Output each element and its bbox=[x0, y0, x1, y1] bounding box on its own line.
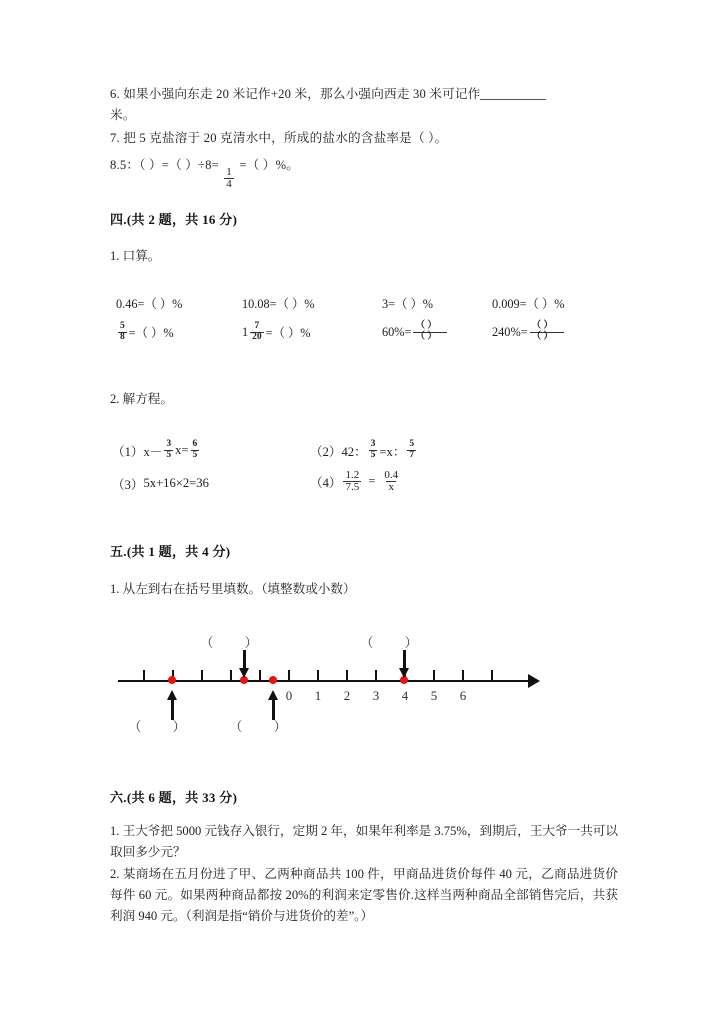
fraction-numerator[interactable]: （ ） bbox=[415, 321, 437, 331]
answer-bracket-above[interactable]: （ ） bbox=[360, 635, 432, 650]
section-four-q1-label: 1. 口算。 bbox=[110, 249, 161, 263]
number-line-figure bbox=[110, 628, 540, 740]
axis-tick bbox=[491, 670, 493, 681]
fraction-numerator: 3 bbox=[370, 439, 376, 449]
oral-calc-item[interactable] bbox=[382, 322, 449, 342]
oral-calc-item[interactable]: 10.08=（ ）% bbox=[242, 297, 315, 311]
fraction-numerator: 5 bbox=[409, 439, 415, 449]
question-8 bbox=[110, 155, 299, 190]
fraction-numerator: 1 bbox=[226, 165, 232, 178]
answer-bracket-below[interactable]: （ ） bbox=[128, 719, 200, 734]
fraction-denominator: 20 bbox=[252, 331, 262, 342]
word-problem-1: 1. 王大爷把 5000 元钱存入银行，定期 2 年，如果年利率是 3.75%，到期后，王大爷一共可以取回多少元？ bbox=[110, 824, 618, 859]
oral-calc-fraction bbox=[413, 322, 447, 342]
axis-label-6: 6 bbox=[459, 688, 467, 703]
equation-fraction-left bbox=[369, 440, 378, 460]
oral-calc-row-1 bbox=[110, 294, 630, 320]
question-8-fraction bbox=[224, 167, 234, 190]
answer-bracket-below[interactable]: （ ） bbox=[229, 719, 301, 734]
oral-calc-lead: 1 bbox=[242, 324, 249, 339]
axis-tick bbox=[288, 670, 290, 681]
axis-tick bbox=[317, 670, 319, 681]
question-6-line2: 米。 bbox=[110, 108, 136, 122]
oral-calc-fraction bbox=[250, 322, 264, 342]
arrow-head bbox=[268, 690, 278, 700]
equation-2[interactable] bbox=[310, 440, 418, 460]
question-6-text: 6. 如果小强向东走 20 米记作+20 米，那么小强向西走 30 米可记作 bbox=[110, 87, 481, 101]
equation-number: （4） bbox=[310, 476, 342, 490]
equation-expression: 5x+16×2=36 bbox=[143, 476, 209, 490]
question-8-suffix: =（ ）%。 bbox=[239, 158, 300, 172]
oral-calc-fraction bbox=[530, 322, 564, 342]
oral-calc-item[interactable]: 3=（ ）% bbox=[382, 297, 433, 311]
arrow-head bbox=[399, 668, 409, 678]
arrow-shaft bbox=[243, 650, 246, 670]
marked-point-dot bbox=[269, 676, 277, 684]
equation-mid: x= bbox=[175, 442, 189, 457]
section-six-heading: 六.(共 6 题，共 33 分) bbox=[110, 790, 238, 805]
oral-calc-lead: 60%= bbox=[382, 324, 412, 339]
section-five-heading: 五.(共 1 题，共 4 分) bbox=[110, 544, 231, 559]
pointer-arrow-down bbox=[399, 650, 409, 680]
fraction-denominator: 4 bbox=[226, 177, 232, 190]
section-four-heading: 四.(共 2 题，共 16 分) bbox=[110, 212, 238, 227]
equation-1[interactable] bbox=[112, 440, 201, 460]
axis-tick bbox=[433, 670, 435, 681]
equation-lead: x－ bbox=[143, 444, 163, 459]
arrow-head bbox=[167, 690, 177, 700]
axis-tick bbox=[375, 670, 377, 681]
fraction-denominator: 5 bbox=[192, 449, 198, 460]
fraction-denominator: 8 bbox=[120, 331, 125, 342]
equation-fraction-right bbox=[407, 440, 416, 460]
oral-calc-row-2 bbox=[110, 322, 630, 352]
equation-fraction-left bbox=[164, 440, 173, 460]
section-four-q2-label: 2. 解方程。 bbox=[110, 392, 173, 406]
oral-calc-item[interactable] bbox=[242, 322, 311, 342]
fraction-denominator: 7 bbox=[409, 449, 415, 460]
equation-fraction-left bbox=[343, 470, 361, 493]
axis-tick bbox=[201, 670, 203, 681]
oral-calc-item[interactable]: 0.009=（ ）% bbox=[492, 297, 565, 311]
question-8-prefix: 8.5：（ ）=（ ）÷8= bbox=[110, 158, 219, 172]
axis-label-5: 5 bbox=[430, 688, 438, 703]
equation-fraction-right bbox=[382, 470, 400, 493]
oral-calc-item[interactable] bbox=[492, 322, 566, 342]
axis-arrow-icon bbox=[528, 674, 540, 688]
arrow-head bbox=[239, 668, 249, 678]
word-problem-2: 2. 某商场在五月份进了甲、乙两种商品共 100 件，甲商品进货价每件 40 元，乙商品进货价每件 60 元。如果两种商品都按 20%的利润来定零售价.这样当两种商品全部销售完后，共获利润 940 元。（利润是指“销价与进货价的差”。） bbox=[110, 867, 618, 923]
axis-label-0: 0 bbox=[285, 688, 293, 703]
fraction-numerator: 6 bbox=[192, 439, 198, 449]
fraction-numerator: 3 bbox=[166, 439, 172, 449]
oral-calc-fraction bbox=[118, 322, 127, 342]
oral-calc-tail: =（ ）% bbox=[265, 326, 311, 340]
equation-mid: = bbox=[368, 474, 376, 488]
equation-4[interactable] bbox=[310, 470, 402, 493]
answer-bracket-above[interactable]: （ ） bbox=[200, 635, 272, 650]
number-line-axis bbox=[118, 680, 530, 682]
pointer-arrow-down bbox=[239, 650, 249, 680]
axis-tick bbox=[143, 670, 145, 681]
fraction-denominator: 5 bbox=[370, 449, 376, 460]
fraction-numerator: 7 bbox=[254, 321, 260, 331]
axis-tick bbox=[346, 670, 348, 681]
fraction-numerator: 5 bbox=[120, 321, 125, 331]
fraction-denominator: 7.5 bbox=[345, 481, 360, 493]
axis-tick bbox=[259, 670, 261, 681]
axis-label-3: 3 bbox=[372, 688, 380, 703]
equation-mid: =x： bbox=[379, 444, 406, 459]
fraction-numerator[interactable]: （ ） bbox=[531, 321, 554, 331]
fraction-denominator[interactable]: （ ） bbox=[413, 332, 447, 343]
fraction-numerator: 1.2 bbox=[345, 469, 360, 481]
oral-calc-tail: =（ ）% bbox=[128, 326, 174, 340]
axis-tick bbox=[230, 670, 232, 681]
axis-label-2: 2 bbox=[343, 688, 351, 703]
fraction-denominator[interactable]: （ ） bbox=[530, 332, 564, 343]
fraction-numerator: 0.4 bbox=[384, 469, 399, 481]
axis-tick bbox=[462, 670, 464, 681]
equation-3[interactable] bbox=[112, 474, 209, 493]
question-6-line1 bbox=[110, 84, 546, 104]
oral-calc-item[interactable] bbox=[116, 322, 174, 342]
marked-point-dot bbox=[168, 676, 176, 684]
fraction-denominator: x bbox=[388, 481, 394, 493]
axis-label-1: 1 bbox=[314, 688, 322, 703]
arrow-shaft bbox=[403, 650, 406, 670]
equation-number: （3） bbox=[112, 478, 144, 492]
equation-fraction-right bbox=[191, 440, 200, 460]
question-7: 7. 把 5 克盐溶于 20 克清水中，所成的盐水的含盐率是（ ）。 bbox=[110, 131, 448, 145]
equation-lead: 42： bbox=[341, 444, 367, 459]
equation-number: （2） bbox=[310, 444, 342, 459]
equation-number: （1） bbox=[112, 444, 144, 459]
question-6-blank[interactable] bbox=[480, 87, 546, 100]
section-five-q1-label: 1. 从左到右在括号里填数。（填整数或小数） bbox=[110, 582, 356, 596]
axis-label-4: 4 bbox=[401, 688, 409, 703]
oral-calc-lead: 240%= bbox=[492, 324, 528, 339]
fraction-denominator: 5 bbox=[166, 449, 172, 460]
oral-calc-item[interactable]: 0.46=（ ）% bbox=[116, 297, 183, 311]
